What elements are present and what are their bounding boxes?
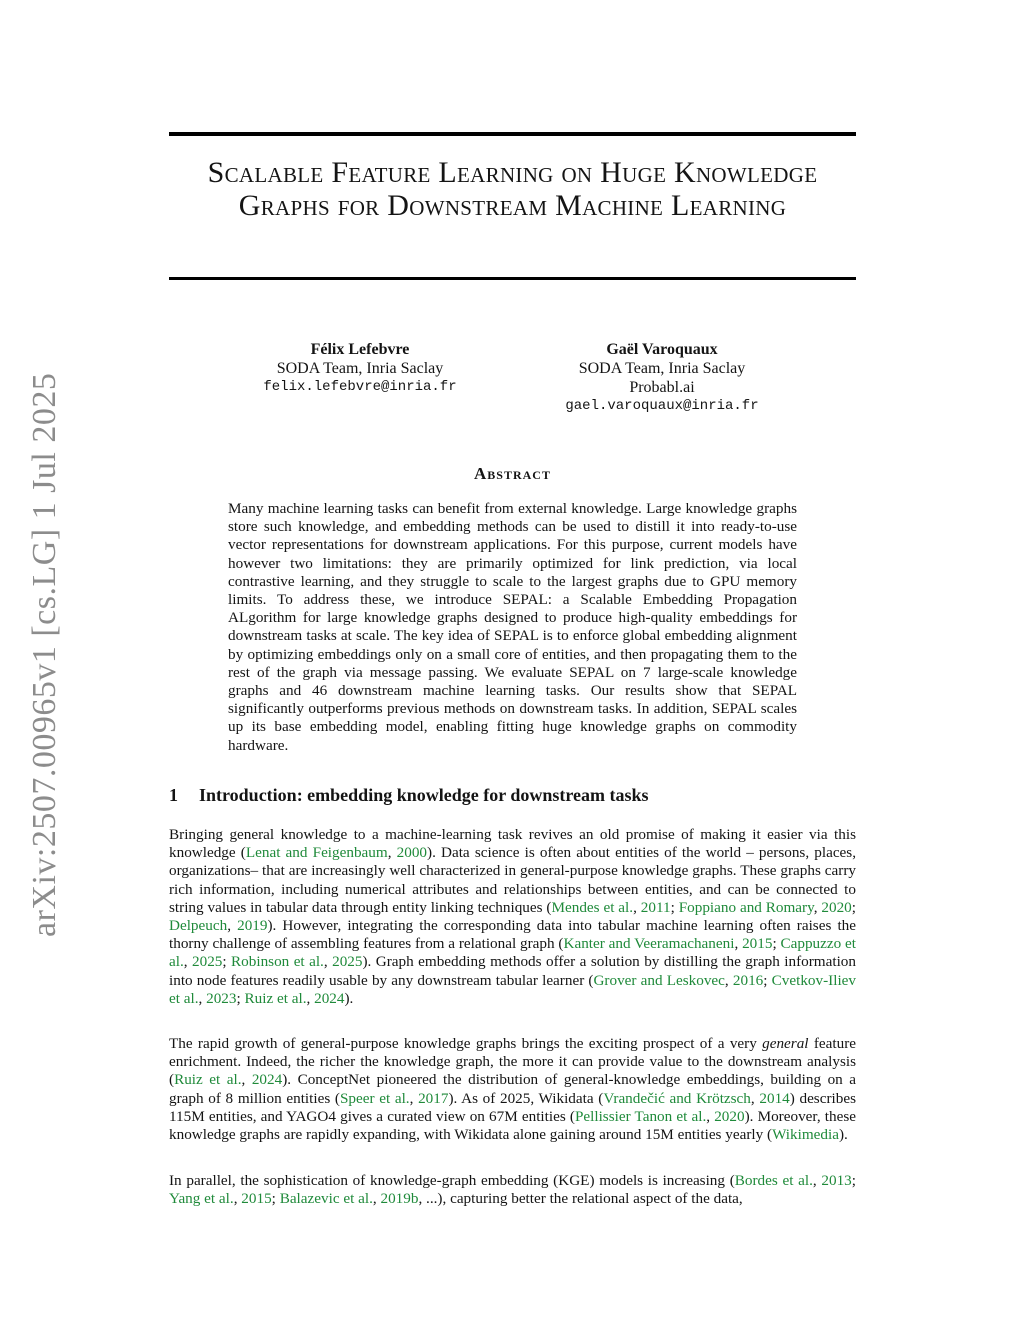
author-block [240,340,480,397]
body-text: ). However, integrating the corresponding data into tabular machine learning often raises the thorny challenge of assembling features from a relational graph ( [169,917,857,953]
author-name: Gaël Varoquaux [606,341,718,358]
body-text: , [734,935,743,953]
body-text: ; [236,989,245,1007]
citation-link[interactable]: Grover and Leskovec [593,971,725,989]
citation-link[interactable]: Lenat and Feigenbaum [245,844,388,862]
author-affiliation: SODA Team, Inria Saclay [578,360,746,377]
body-text: ; [763,971,772,989]
body-text: ). As of 2025, Wikidata ( [448,1089,604,1107]
citation-link[interactable]: 2023 [206,989,237,1007]
citation-link[interactable]: 2019b [380,1190,419,1208]
body-text: , [198,989,207,1007]
intro-paragraph [169,1172,856,1208]
body-text: ). ConceptNet pioneered the distribution of general-knowledge embeddings, building on a graph of 8 million entities ( [169,1071,857,1107]
author-block [540,340,784,416]
body-text: , [227,917,238,935]
author-affiliation: SODA Team, Inria Saclay [276,360,444,377]
section-heading [169,785,856,806]
citation-link[interactable]: Bordes et al. [734,1172,813,1189]
body-text: ; [222,953,232,971]
body-text: , ...), capturing better the relational aspect of the data, [418,1190,743,1208]
citation-link[interactable]: 2015 [241,1190,272,1208]
citation-link[interactable]: 2020 [714,1107,745,1125]
body-text: , [633,898,641,916]
body-text: ; [851,1172,856,1189]
body-text: ) describes 115M entities, and YAGO4 gives a curated view on 67M entities ( [169,1089,856,1125]
citation-link[interactable]: Ruiz et al. [244,989,307,1007]
citation-link[interactable]: Mendes et al. [551,898,634,916]
intro-paragraph [169,826,856,1008]
citation-link[interactable]: Speer et al. [339,1089,410,1107]
body-text: , [372,1190,381,1208]
body-text: , [233,1190,242,1208]
citation-link[interactable]: 2013 [821,1172,852,1189]
citation-link[interactable]: Vrandečić and Krötzsch [603,1089,751,1107]
body-text: , [750,1089,760,1107]
arxiv-identifier: arXiv:2507.00965v1 [cs.LG] 1 Jul 2025 [26,372,63,937]
citation-link[interactable]: 2025 [192,953,223,971]
section-number: 1 [169,785,178,805]
body-text: ; [271,1190,280,1208]
citation-link[interactable]: Balazevic et al. [279,1190,373,1208]
citation-link[interactable]: 2016 [732,971,764,989]
body-text: , [387,844,397,862]
body-text: , [724,971,733,989]
body-text: , [409,1089,419,1107]
author-name: Félix Lefebvre [310,341,410,358]
citation-link[interactable]: Pellissier Tanon et al. [574,1107,707,1125]
intro-paragraph [169,1035,856,1144]
citation-link[interactable]: 2014 [759,1089,790,1107]
citation-link[interactable]: Delpeuch [169,917,228,935]
body-text: ). Moreover, these knowledge graphs are rapidly expanding, with Wikidata alone gaining around 15M entities yearly ( [169,1107,856,1144]
paper-title: Scalable Feature Learning on Huge Knowledge Graphs for Downstream Machine Learning [207,156,818,222]
emphasis-text: general [762,1035,809,1052]
citation-link[interactable]: Cappuzzo et al. [169,935,856,971]
body-text: , [813,898,822,916]
body-text: The rapid growth of general-purpose knowledge graphs brings the exciting prospect of a very [169,1035,763,1052]
author-email[interactable]: gael.varoquaux@inria.fr [565,398,759,414]
citation-link[interactable]: Foppiano and Romary [678,898,814,916]
citation-link[interactable]: 2024 [251,1071,283,1089]
body-text: , [241,1071,252,1089]
author-affiliation: Probabl.ai [629,379,695,396]
body-text: feature enrichment. Indeed, the richer the knowledge graph, the more it can provide value to the downstream analysis ( [169,1035,856,1089]
abstract-text: Many machine learning tasks can benefit from external knowledge. Large knowledge graphs store such knowledge, and embedding methods can be used to distill it into ready-to-use vector representations for downstream applications. For this purpose, current models have however two limitations: they are primarily optimized for link prediction, via local contrastive learning, and they struggle to scale to the largest graphs due to GPU memory limits. To address these, we introduce SEPAL: a Scalable Embedding Propagation ALgorithm for large knowledge graphs designed to produce high-quality embeddings for downstream tasks at scale. The key idea of SEPAL is to enforce global embedding alignment by optimizing embeddings only on a small core of entities, and then propagating them to the rest of the graph via message passing. We evaluate SEPAL on 7 large-scale knowledge graphs and 46 downstream machine learning tasks. Our results show that SEPAL significantly outperforms previous methods on downstream tasks. In addition, SEPAL scales up its base embedding model, enabling fitting huge knowledge graphs on commodity hardware. [228,500,797,754]
body-text: ; [670,898,679,916]
body-text: ; [851,898,856,916]
body-text: , [812,1172,822,1189]
citation-link[interactable]: 2011 [640,898,671,916]
citation-link[interactable]: 2000 [396,844,428,862]
title-rule-top [169,132,856,136]
body-text: , [323,953,333,971]
citation-link[interactable]: Robinson et al. [231,953,324,971]
section-title: Introduction: embedding knowledge for downstream tasks [199,785,649,805]
body-text: ). Graph embedding methods offer a solution by distilling the graph information into node features readily usable by any downstream tabular learner ( [169,953,856,989]
abstract-heading: Abstract [474,464,551,483]
citation-link[interactable]: Kanter and Veeramachaneni [563,935,735,953]
body-text: ; [772,935,781,953]
body-text: ). [344,989,354,1007]
citation-link[interactable]: 2020 [821,898,852,916]
body-text: , [183,953,192,971]
citation-link[interactable]: 2015 [742,935,773,953]
citation-link[interactable]: Yang et al. [169,1190,234,1208]
citation-link[interactable]: Ruiz et al. [174,1071,242,1089]
citation-link[interactable]: 2017 [418,1089,449,1107]
author-email[interactable]: felix.lefebvre@inria.fr [263,379,457,395]
body-text: ). Data science is often about entities of the world – persons, places, organizations– that are increasingly well characterized in general-purpose knowledge graphs. These graphs carry rich information, including numerical attributes and relationships between entities, and can be connected to string values in tabular data through entity linking techniques ( [169,844,857,916]
body-text: , [706,1107,715,1125]
citation-link[interactable]: 2025 [332,953,363,971]
body-text: , [306,989,315,1007]
body-text: Bringing general knowledge to a machine-learning task revives an old promise of making it easier via this knowledge ( [169,826,856,862]
body-text: In parallel, the sophistication of knowledge-graph embedding (KGE) models is increasing ( [169,1172,735,1189]
citation-link[interactable]: Cvetkov-Iliev et al. [169,971,856,1007]
citation-link[interactable]: Wikimedia [772,1126,839,1144]
citation-link[interactable]: 2019 [237,917,268,935]
body-text: ). [838,1126,848,1144]
citation-link[interactable]: 2024 [314,989,345,1007]
title-rule-bottom [169,277,856,280]
